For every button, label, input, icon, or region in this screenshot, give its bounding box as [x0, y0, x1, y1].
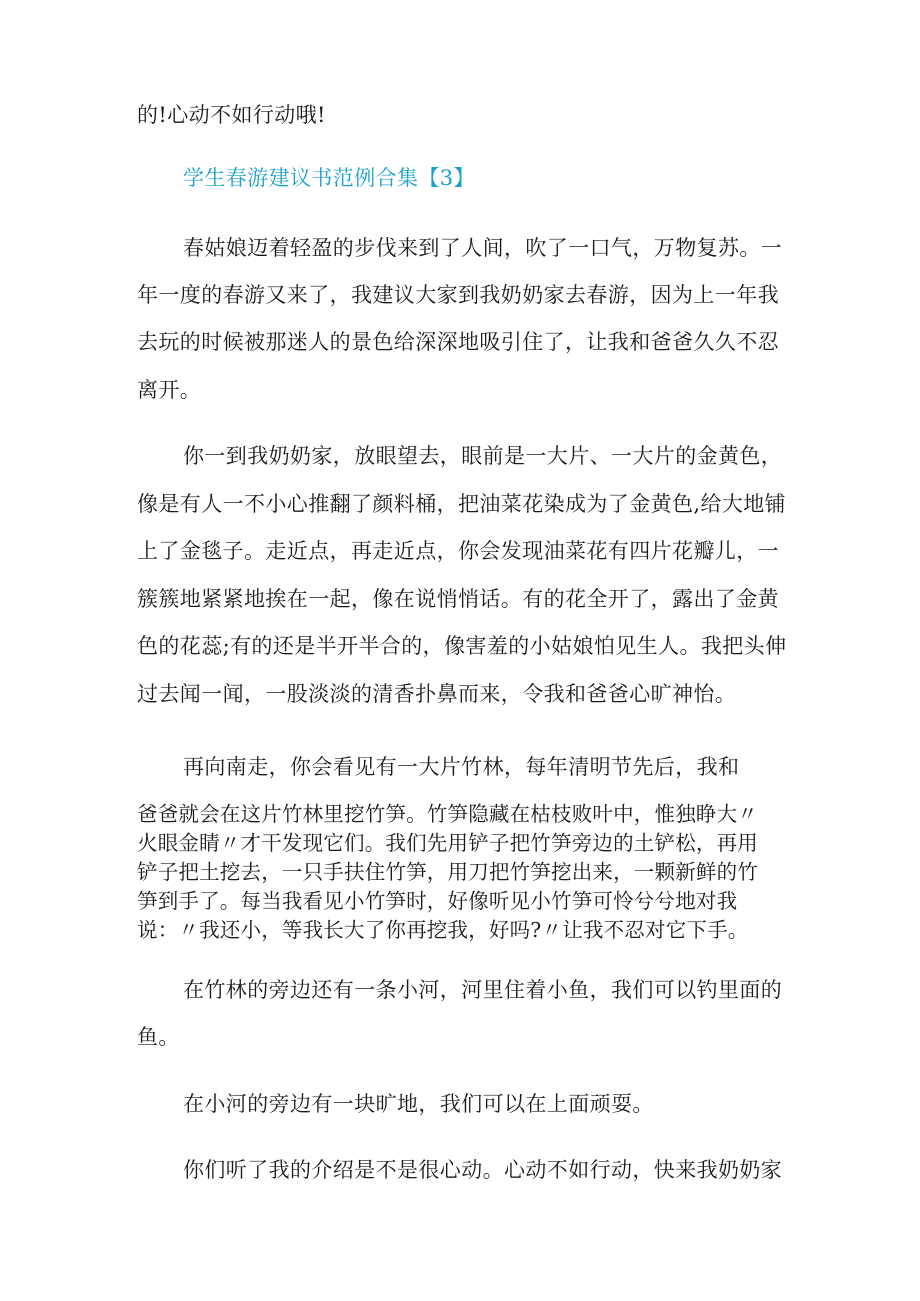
lead-line: 的!心动不如行动哦! [137, 103, 326, 127]
paragraph-line: 簇簇地紧紧地挨在一起，像在说悄悄话。有的花全开了，露出了金黄 [137, 587, 779, 611]
paragraph-line: 爸爸就会在这片竹林里挖竹笋。竹笋隐藏在枯枝败叶中，惟独睁大〃 [137, 802, 758, 826]
paragraph-line: 年一度的春游又来了，我建议大家到我奶奶家去春游，因为上一年我 [137, 283, 779, 307]
paragraph-line: 过去闻一闻，一股淡淡的清香扑鼻而来，令我和爸爸心旷神怡。 [137, 682, 737, 706]
paragraph-line: 你们听了我的介绍是不是很心动。心动不如行动，快来我奶奶家 [183, 1158, 783, 1182]
paragraph-line: 在小河的旁边有一块旷地，我们可以在上面顽耍。 [183, 1092, 654, 1116]
paragraph-line: 鱼。 [137, 1025, 180, 1049]
paragraph-line: 春姑娘迈着轻盈的步伐来到了人间，吹了一口气，万物复苏。一 [183, 236, 783, 260]
paragraph-line: 铲子把土挖去，一只手扶住竹笋，用刀把竹笋挖出来，一颗新鲜的竹 [137, 860, 758, 884]
paragraph-line: 在竹林的旁边还有一条小河，河里住着小鱼，我们可以钓里面的 [183, 978, 783, 1002]
paragraph-line: 去玩的时候被那迷人的景色给深深地吸引住了，让我和爸爸久久不忍 [137, 330, 779, 354]
paragraph-line: 色的花蕊;有的还是半开半合的，像害羞的小姑娘怕见生人。我把头伸 [137, 634, 787, 658]
paragraph-line: 说：〃我还小，等我长大了你再挖我，好吗?〃让我不忍对它下手。 [137, 918, 749, 942]
paragraph-line: 你一到我奶奶家，放眼望去，眼前是一大片、一大片的金黄色， [183, 444, 783, 468]
paragraph-line: 像是有人一不小心推翻了颜料桶，把油菜花染成为了金黄色,给大地铺 [137, 492, 787, 516]
paragraph-line: 离开。 [137, 378, 202, 402]
paragraph-line: 再向南走，你会看见有一大片竹林，每年清明节先后，我和 [183, 755, 740, 779]
paragraph-line: 笋到手了。每当我看见小竹笋时，好像听见小竹笋可怜兮兮地对我 [137, 889, 738, 913]
paragraph-line: 上了金毯子。走近点，再走近点，你会发现油菜花有四片花瓣儿，一 [137, 539, 779, 563]
paragraph-line: 火眼金睛〃才干发现它们。我们先用铲子把竹笋旁边的土铲松，再用 [137, 831, 758, 855]
section-heading: 学生春游建议书范例合集【3】 [183, 166, 475, 190]
